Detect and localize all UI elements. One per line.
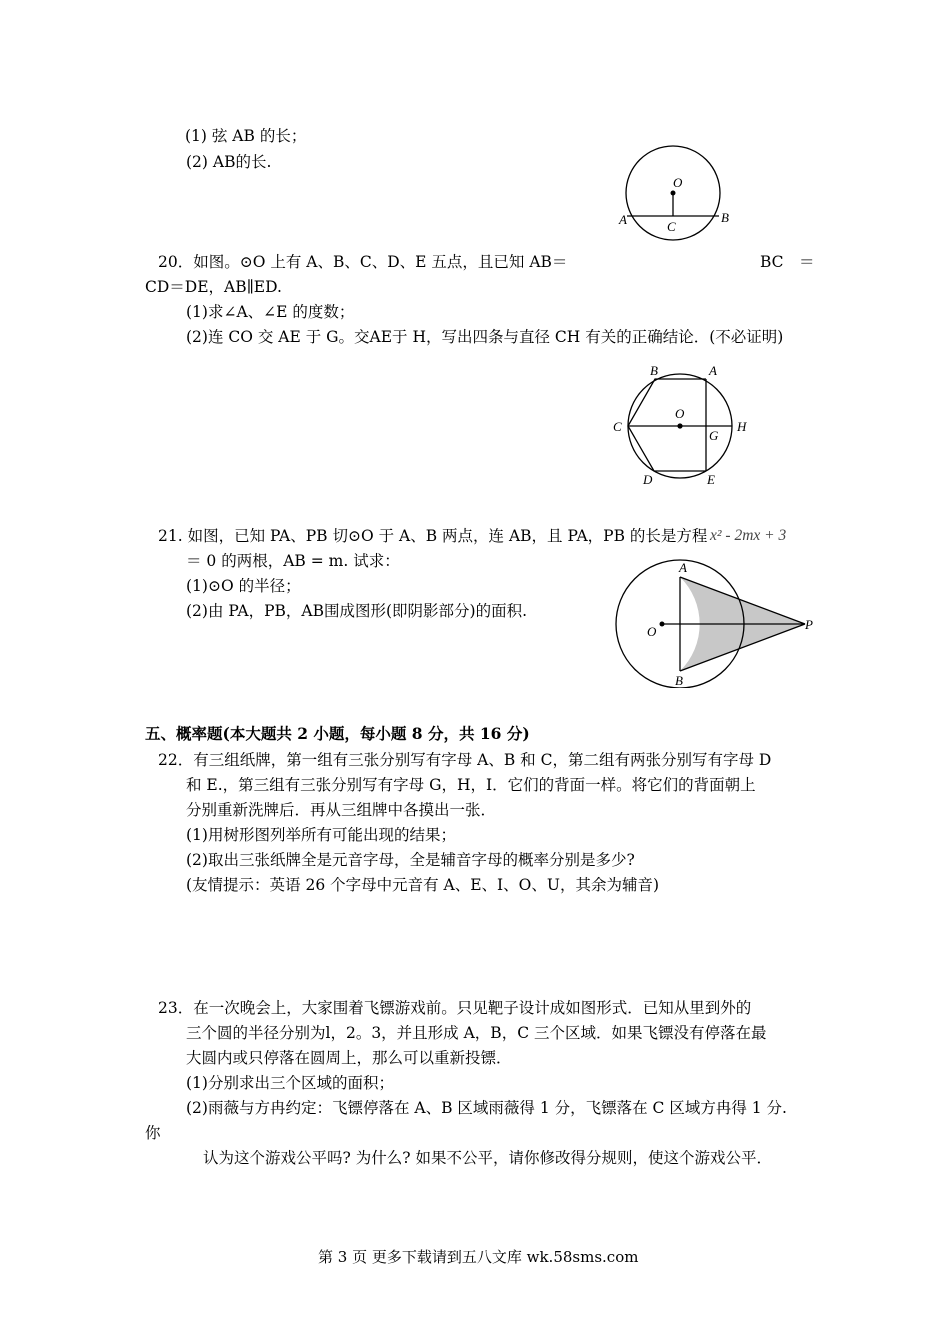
q20-sub1: (1)求∠A、∠E 的度数； [186, 303, 355, 321]
fig21-label-p: P [805, 617, 813, 632]
fig21-label-b: B [675, 673, 683, 688]
figure-19-circle [610, 140, 740, 250]
fig20-label-e: E [707, 472, 715, 487]
q21-line1: 21. 如图，已知 PA、PB 切⊙O 于 A、B 两点，连 AB，且 PA，PB 的长是方程 [158, 527, 708, 545]
q23-line3: 大圆内或只停落在圆周上，那么可以重新投镖． [186, 1049, 512, 1067]
fig20-label-o: O [675, 406, 685, 421]
q22-line2: 和 E.，第三组有三张分别写有字母 G，H，I．它们的背面一样。将它们的背面朝上 [186, 776, 756, 794]
q22-hint: (友情提示：英语 26 个字母中元音有 A、E、I、O、U，其余为辅音) [186, 876, 660, 894]
q22-sub2: (2)取出三张纸牌全是元音字母，全是辅音字母的概率分别是多少? [186, 851, 635, 869]
q21-sub2: (2)由 PA，PB，AB围成图形(即阴影部分)的面积. [186, 602, 528, 620]
fig19-label-a: A [619, 212, 627, 227]
fig20-center-dot [677, 423, 682, 428]
figure-21-tangents [605, 558, 825, 688]
q22-sub1: (1)用树形图列举所有可能出现的结果； [186, 826, 456, 844]
q22-line3: 分别重新洗牌后．再从三组牌中各摸出一张． [186, 801, 497, 819]
q23-line1: 23．在一次晚会上，大家围着飞镖游戏前。只见靶子设计成如图形式．已知从里到外的 [158, 999, 752, 1017]
fig20-label-d: D [643, 472, 653, 487]
fig21-label-a: A [679, 560, 687, 575]
q21-equation: x² - 2mx + 3 [710, 527, 787, 544]
q23-sub1: (1)分别求出三个区域的面积； [186, 1074, 394, 1092]
q19-sub1: (1) 弦 AB 的长； [185, 127, 307, 145]
q20-line2: CD＝DE，AB∥ED. [145, 278, 282, 296]
q20-line1-left: 20．如图。⊙O 上有 A、B、C、D、E 五点，且已知 AB＝ [158, 253, 568, 271]
q21-sub1: (1)⊙O 的半径； [186, 577, 301, 595]
fig19-center-dot [671, 191, 676, 196]
q23-line-last: 认为这个游戏公平吗? 为什么? 如果不公平，请你修改得分规则，使这个游戏公平． [203, 1149, 772, 1167]
fig20-label-g: G [709, 428, 719, 443]
fig20-label-a: A [709, 363, 717, 378]
q23-wrap: 你 [145, 1124, 161, 1142]
section-5-heading: 五、概率题(本大题共 2 小题，每小题 8 分，共 16 分) [145, 724, 530, 743]
page-footer: 第 3 页 更多下载请到五八文库 wk.58sms.com [318, 1248, 639, 1266]
q22-line1: 22．有三组纸牌，第一组有三张分别写有字母 A、B 和 C，第二组有两张分别写有字母 D [158, 751, 772, 769]
fig20-label-h: H [737, 419, 747, 434]
fig21-label-o: O [647, 624, 657, 639]
q20-line1-right: BC ＝ [760, 253, 815, 271]
q21-line2: ＝ 0 的两根，AB = m. 试求： [186, 552, 400, 570]
fig19-label-o: O [673, 175, 683, 190]
fig20-label-b: B [650, 363, 658, 378]
fig19-label-c: C [667, 219, 676, 234]
fig20-label-c: C [613, 419, 622, 434]
figure-20-circle [605, 360, 755, 490]
q20-sub2: (2)连 CO 交 AE 于 G。交AE于 H，写出四条与直径 CH 有关的正确结论．(不必证明) [186, 328, 784, 346]
q23-sub2: (2)雨薇与方冉约定：飞镖停落在 A、B 区域雨薇得 1 分，飞镖落在 C 区域方冉得 1 分. [186, 1099, 787, 1117]
q19-sub2: (2) AB的长. [186, 153, 272, 171]
q23-line2: 三个圆的半径分别为l，2。3，并且形成 A，B，C 三个区域．如果飞镖没有停落在最 [186, 1024, 767, 1042]
fig21-center-dot [660, 622, 665, 627]
fig19-label-b: B [721, 210, 729, 225]
